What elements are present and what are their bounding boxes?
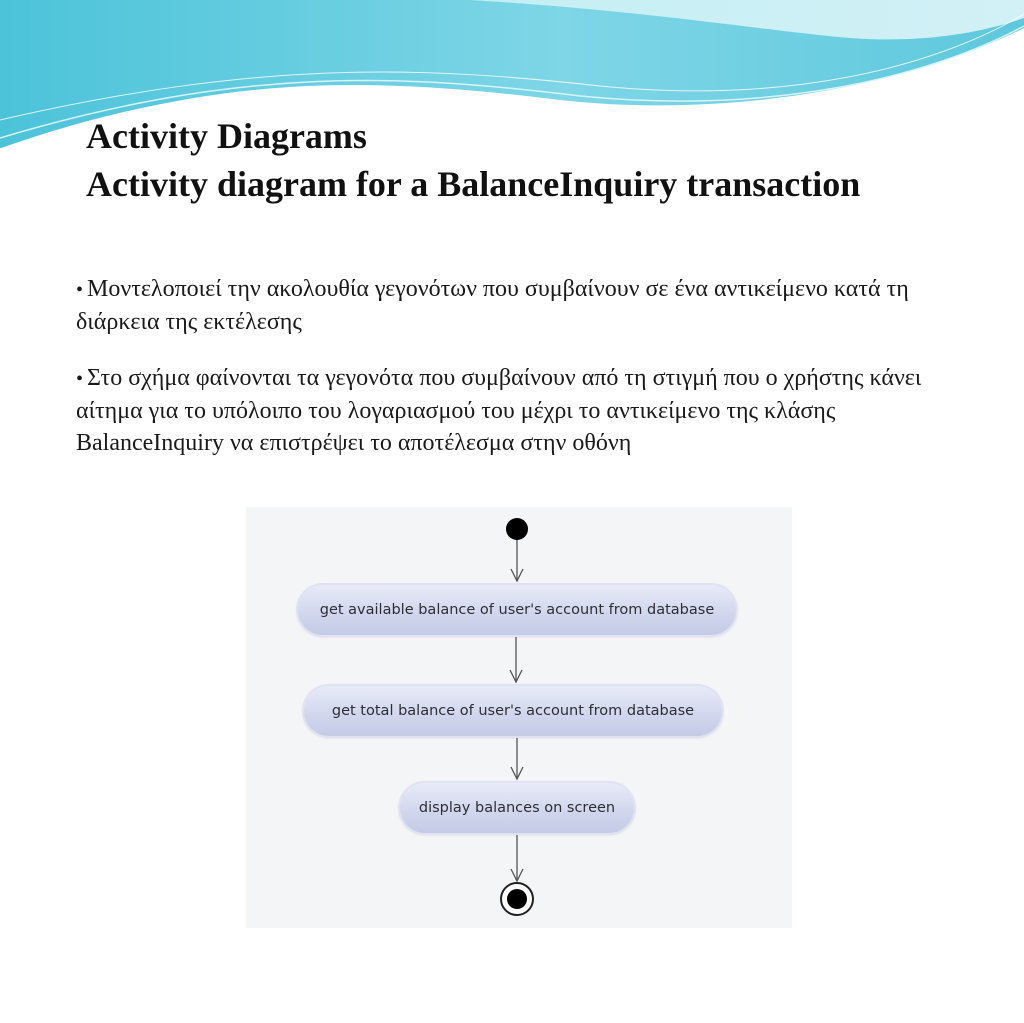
bullet-item	[76, 362, 956, 459]
action-node	[298, 585, 736, 635]
flow-arrow	[510, 637, 522, 682]
bullet-text: Στο σχήμα φαίνονται τα γεγονότα που συμβαίνουν από τη στιγμή που ο χρήστης κάνει αίτημα για το υπόλοιπο του λογαριασμού του μέχρι το αντικείμενο της κλάσης BalanceInquiry να επιστρέψει το αποτέλεσμα στην οθόνη	[76, 365, 922, 456]
slide-title: Activity Diagrams	[86, 116, 367, 156]
bullet-marker: •	[76, 368, 84, 390]
action-label: get total balance of user's account from database	[331, 703, 695, 719]
action-node	[304, 686, 722, 736]
initial-node	[506, 518, 528, 540]
bullet-marker: •	[76, 279, 84, 301]
action-node	[400, 783, 634, 833]
activity-diagram	[246, 507, 792, 928]
flow-arrow	[511, 738, 523, 779]
flow-arrow	[511, 540, 523, 581]
action-label: get available balance of user's account from database	[319, 602, 715, 618]
slide-subtitle: Activity diagram for a BalanceInquiry transaction	[86, 164, 861, 204]
bullet-item	[76, 273, 956, 338]
action-label: display balances on screen	[418, 800, 616, 816]
flow-arrow	[511, 835, 523, 881]
bullet-text: Μοντελοποιεί την ακολουθία γεγονότων που συμβαίνουν σε ένα αντικείμενο κατά τη διάρκεια της εκτέλεσης	[76, 276, 909, 335]
final-node	[501, 883, 533, 915]
